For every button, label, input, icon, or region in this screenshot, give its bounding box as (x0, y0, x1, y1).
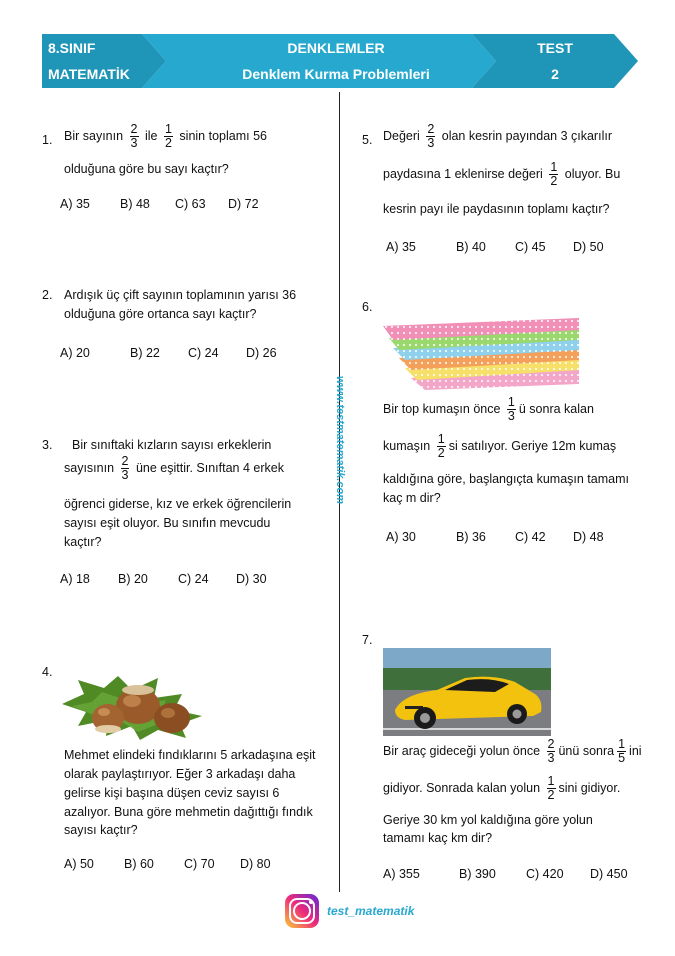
q1-fraction-2: $\frac{1}{2}$ (164, 122, 172, 151)
q3-line2: sayısının $\frac{2}{3}$ üne eşittir. Sınıftan 4 erkek (64, 454, 284, 483)
q4-options (64, 857, 271, 871)
q3-option-a[interactable]: A) 18 (60, 572, 90, 586)
q3-fraction-1: $\frac{2}{3}$ (121, 454, 129, 483)
q6-number: 6. (362, 300, 373, 314)
q3-line3: öğrenci giderse, kız ve erkek öğrencilerin (64, 497, 292, 511)
q3-line1: Bir sınıftaki kızların sayısı erkeklerin (72, 438, 272, 452)
q5-option-a[interactable]: A) 35 (386, 240, 416, 254)
q6-fraction-1: $\frac{1}{3}$ (507, 395, 515, 424)
q7-option-a[interactable]: A) 355 (383, 867, 420, 881)
grade-label: 8.SINIF (48, 40, 96, 56)
q3-option-d[interactable]: D) 30 (236, 572, 267, 586)
q6-option-d[interactable]: D) 48 (573, 530, 604, 544)
q2-line2: olduğuna göre ortanca sayı kaçtır? (64, 307, 257, 321)
q4-option-a[interactable]: A) 50 (64, 857, 94, 871)
q5-line2: paydasına 1 eklenirse değeri $\frac{1}{2}$ oluyor. Bu (383, 160, 621, 189)
q4-line4: azalıyor. Buna göre mehmetin dağıttığı fındık (64, 805, 313, 819)
q6-fraction-2: $\frac{1}{2}$ (437, 432, 445, 461)
q2-line1: Ardışık üç çift sayının toplamının yarısı 36 (64, 288, 297, 302)
q4-line2: olarak paylaştırıyor. Eğer 3 arkadaşı daha (64, 767, 296, 781)
q4-option-d[interactable]: D) 80 (240, 857, 271, 871)
q5-number: 5. (362, 133, 373, 147)
q6-line3: kaldığına göre, başlangıçta kumaşın tamamı (383, 472, 629, 486)
q1-line1: Bir sayının $\frac{2}{3}$ ile $\frac{1}{2}$ sinin toplamı 56 (64, 122, 267, 151)
q7-line1: Bir araç gideceği yolun önce $\frac{2}{3}$ ünü sonra $\frac{1}{5}$ ini (383, 737, 642, 766)
q3-line5: kaçtır? (64, 535, 102, 549)
q1-number: 1. (42, 133, 53, 147)
q5-options (386, 240, 604, 254)
unit-subtitle: Denklem Kurma Problemleri (242, 66, 430, 82)
q6-line4: kaç m dir? (383, 491, 441, 505)
q4-line3: gelirse kişi başına düşen ceviz sayısı 6 (64, 786, 280, 800)
q2-number: 2. (42, 288, 53, 302)
q2-option-a[interactable]: A) 20 (60, 346, 90, 360)
q3-option-b[interactable]: B) 20 (118, 572, 148, 586)
q7-fraction-1: $\frac{2}{3}$ (547, 737, 555, 766)
q7-options (383, 867, 628, 881)
q1-option-a[interactable]: A) 35 (60, 197, 90, 211)
instagram-icon[interactable] (285, 894, 319, 928)
q5-fraction-2: $\frac{1}{2}$ (550, 160, 558, 189)
q7-line4: tamamı kaç km dir? (383, 831, 493, 845)
q7-line2: gidiyor. Sonrada kalan yolun $\frac{1}{2}$ sini gidiyor. (383, 774, 621, 803)
unit-title: DENKLEMLER (287, 40, 385, 56)
q3-options (60, 572, 267, 586)
test-number: 2 (551, 66, 559, 82)
q6-option-a[interactable]: A) 30 (386, 530, 416, 544)
q6-line1: Bir top kumaşın önce $\frac{1}{3}$ ü sonra kalan (383, 395, 594, 424)
q4-option-c[interactable]: C) 70 (184, 857, 215, 871)
q2-options (60, 346, 277, 360)
hazelnut-image (62, 676, 214, 740)
q5-line1: Değeri $\frac{2}{3}$ olan kesrin payından 3 çıkarılır (383, 122, 612, 151)
q4-number: 4. (42, 665, 53, 679)
q7-fraction-3: $\frac{1}{2}$ (547, 774, 555, 803)
q1-line2: olduğuna göre bu sayı kaçtır? (64, 162, 229, 176)
q5-fraction-1: $\frac{2}{3}$ (427, 122, 435, 151)
q1-fraction-1: $\frac{2}{3}$ (130, 122, 138, 151)
side-website-url: www.testmatematik.com (334, 376, 346, 504)
q2-option-b[interactable]: B) 22 (130, 346, 160, 360)
sports-car-image (383, 648, 551, 736)
q4-line5: sayısı kaçtır? (64, 823, 138, 837)
test-label: TEST (537, 40, 573, 56)
q7-option-c[interactable]: C) 420 (526, 867, 564, 881)
q1-options (60, 197, 259, 211)
q6-option-b[interactable]: B) 36 (456, 530, 486, 544)
subject-label: MATEMATİK (48, 66, 130, 82)
q4-option-b[interactable]: B) 60 (124, 857, 154, 871)
q7-number: 7. (362, 633, 373, 647)
q5-option-d[interactable]: D) 50 (573, 240, 604, 254)
q7-fraction-2: $\frac{1}{5}$ (618, 737, 626, 766)
q4-line1: Mehmet elindeki fındıklarını 5 arkadaşına eşit (64, 748, 316, 762)
q3-option-c[interactable]: C) 24 (178, 572, 209, 586)
q1-option-c[interactable]: C) 63 (175, 197, 206, 211)
q7-option-b[interactable]: B) 390 (459, 867, 496, 881)
q7-line3: Geriye 30 km yol kaldığına göre yolun (383, 813, 593, 827)
q1-option-d[interactable]: D) 72 (228, 197, 259, 211)
q3-number: 3. (42, 438, 53, 452)
instagram-handle[interactable]: test_matematik (327, 904, 415, 918)
q5-option-c[interactable]: C) 45 (515, 240, 546, 254)
q2-option-c[interactable]: C) 24 (188, 346, 219, 360)
q6-options (386, 530, 604, 544)
q6-line2: kumaşın $\frac{1}{2}$ si satılıyor. Geriye 12m kumaş (383, 432, 617, 461)
q3-line4: sayısı eşit oluyor. Bu sınıfın mevcudu (64, 516, 271, 530)
q7-option-d[interactable]: D) 450 (590, 867, 628, 881)
q2-option-d[interactable]: D) 26 (246, 346, 277, 360)
q5-line3: kesrin payı ile paydasının toplamı kaçtır? (383, 202, 610, 216)
q1-option-b[interactable]: B) 48 (120, 197, 150, 211)
fabric-stack-image (383, 318, 579, 390)
q5-option-b[interactable]: B) 40 (456, 240, 486, 254)
q6-option-c[interactable]: C) 42 (515, 530, 546, 544)
